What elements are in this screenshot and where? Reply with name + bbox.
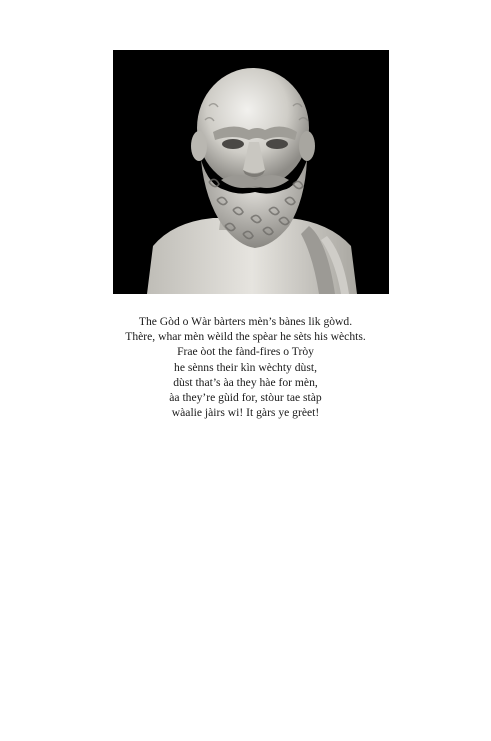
poem-line: Frae òot the fànd-fires o Tròy [177, 345, 314, 359]
bust-illustration [113, 50, 389, 294]
poem-line: dùst that’s àa they hàe for mèn, [173, 375, 318, 389]
poem-line: he sènns their kìn wèchty dùst, [174, 360, 317, 374]
poem-line: àa they’re gùid for, stòur tae stàp [169, 391, 322, 405]
poem-line: wàalie jàirs wi! It gàrs ye grèet! [171, 406, 320, 420]
poem [60, 314, 431, 420]
poem-line: Thère, whar mèn wèild the spèar he sèts his wèchts. [125, 330, 366, 344]
poem-line: The Gòd o Wàr bàrters mèn’s bànes lik gòwd. [138, 315, 353, 328]
bust-photo [113, 50, 389, 294]
